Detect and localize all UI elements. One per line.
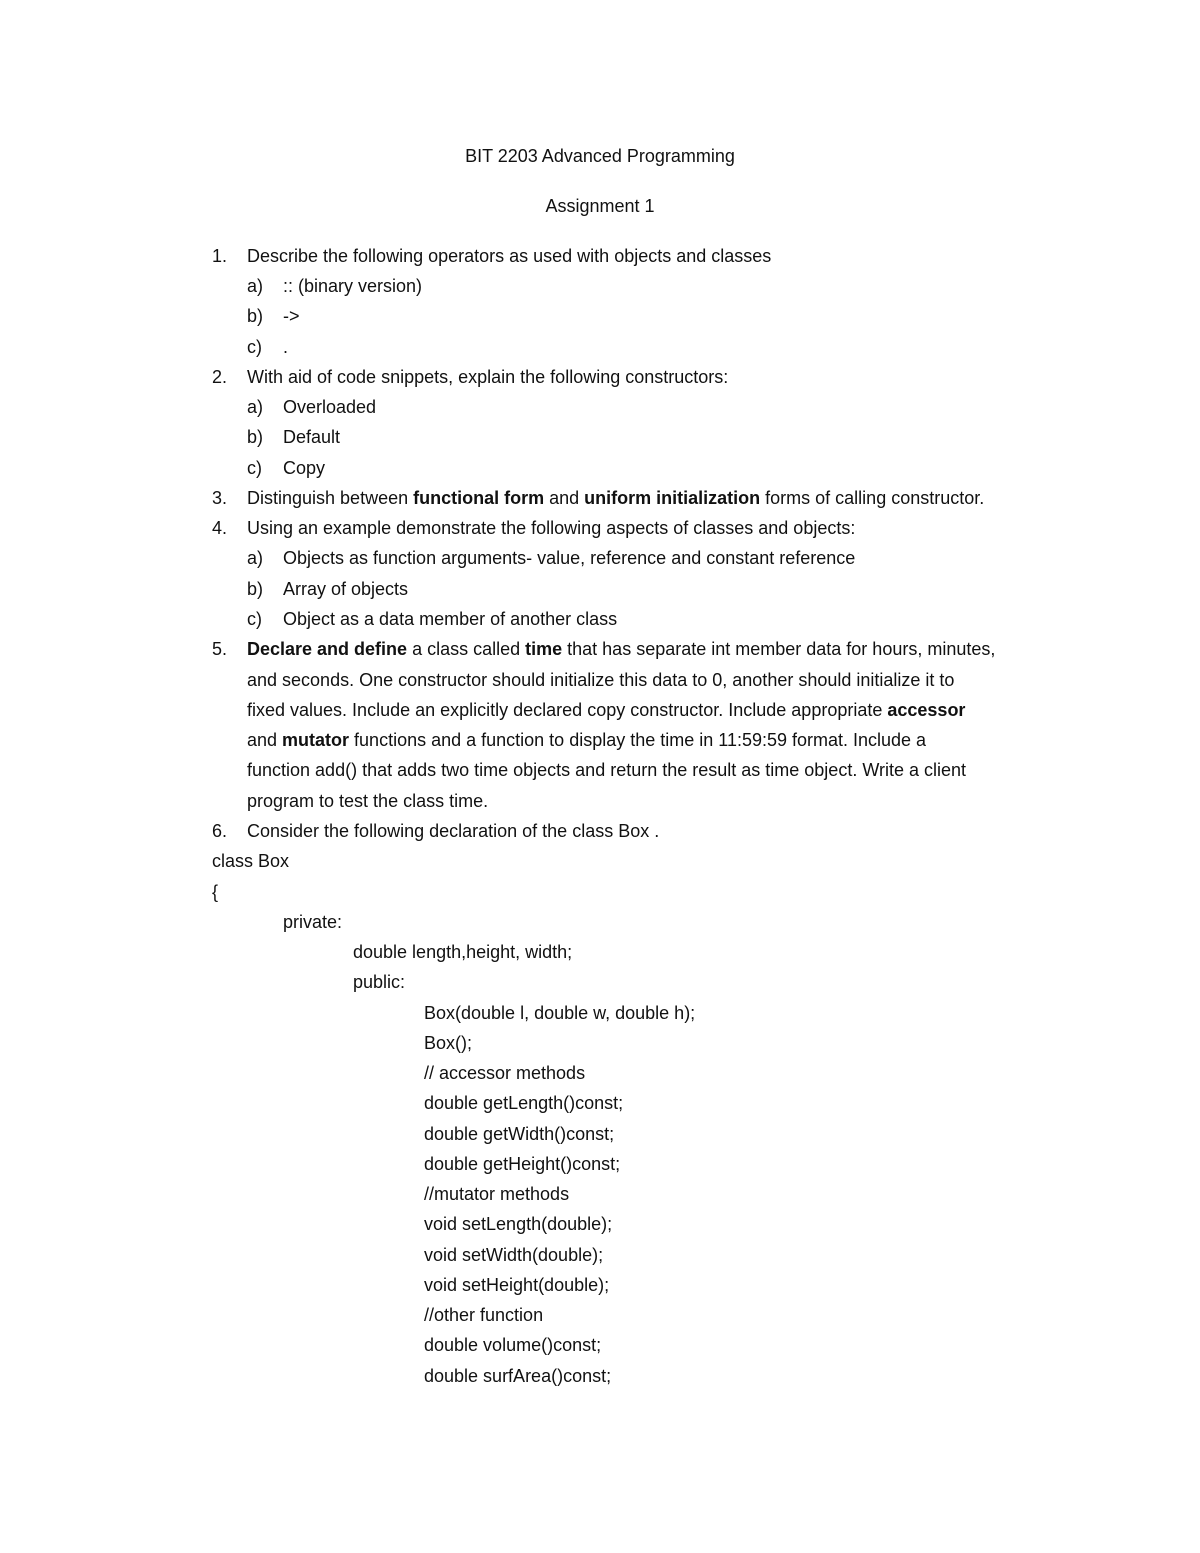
q5-line-4: and mutator functions and a function to display the time in 11:59:59 format. Include a bbox=[247, 730, 927, 750]
q4b-text: Array of objects bbox=[283, 579, 409, 599]
q2b-label: b) bbox=[247, 427, 264, 447]
q4-text: Using an example demonstrate the following aspects of classes and objects: bbox=[247, 518, 856, 538]
code-line: Box(double l, double w, double h); bbox=[424, 1003, 696, 1023]
q2-number: 2. bbox=[212, 367, 228, 387]
code-line: double getWidth()const; bbox=[424, 1124, 615, 1144]
code-line: public: bbox=[353, 972, 406, 992]
q2c-text: Copy bbox=[283, 458, 326, 478]
document-subtitle: Assignment 1 bbox=[545, 196, 655, 216]
q3-number: 3. bbox=[212, 488, 228, 508]
q5-line-2: and seconds. One constructor should initialize this data to 0, another should initialize it to bbox=[247, 670, 955, 690]
q1b-label: b) bbox=[247, 306, 264, 326]
code-line: private: bbox=[283, 912, 343, 932]
q2b-text: Default bbox=[283, 427, 341, 447]
code-line: void setHeight(double); bbox=[424, 1275, 610, 1295]
document-title: BIT 2203 Advanced Programming bbox=[465, 146, 735, 166]
code-line: double surfArea()const; bbox=[424, 1366, 612, 1386]
q6-number: 6. bbox=[212, 821, 228, 841]
code-line: //other function bbox=[424, 1305, 544, 1325]
q4c-text: Object as a data member of another class bbox=[283, 609, 618, 629]
code-line: class Box bbox=[212, 851, 290, 871]
code-line: void setWidth(double); bbox=[424, 1245, 604, 1265]
q5-line-1: Declare and define a class called time that has separate int member data for hours, minutes, bbox=[247, 639, 996, 659]
q3-text: Distinguish between functional form and uniform initialization forms of calling constructor. bbox=[247, 488, 985, 508]
code-line: void setLength(double); bbox=[424, 1214, 613, 1234]
code-line: double length,height, width; bbox=[353, 942, 573, 962]
code-line: // accessor methods bbox=[424, 1063, 586, 1083]
q3-term-functional-form: functional form bbox=[413, 488, 545, 508]
q2c-label: c) bbox=[247, 458, 262, 478]
q5-line-3: fixed values. Include an explicitly declared copy constructor. Include appropriate accessor bbox=[247, 700, 966, 720]
q6-text: Consider the following declaration of the class Box . bbox=[247, 821, 660, 841]
code-line: //mutator methods bbox=[424, 1184, 570, 1204]
q4c-label: c) bbox=[247, 609, 262, 629]
q5-line-5: function add() that adds two time objects and return the result as time object. Write a client bbox=[247, 760, 967, 780]
q4b-label: b) bbox=[247, 579, 264, 599]
code-line: double volume()const; bbox=[424, 1335, 602, 1355]
q5-number: 5. bbox=[212, 639, 228, 659]
q5-line-6: program to test the class time. bbox=[247, 791, 489, 811]
q3-term-uniform-initialization: uniform initialization bbox=[584, 488, 761, 508]
q4-number: 4. bbox=[212, 518, 228, 538]
q1c-label: c) bbox=[247, 337, 262, 357]
q1a-text: :: (binary version) bbox=[283, 276, 423, 296]
q2a-text: Overloaded bbox=[283, 397, 377, 417]
q1b-text: -> bbox=[283, 306, 300, 326]
q1-text: Describe the following operators as used with objects and classes bbox=[247, 246, 772, 266]
q4a-label: a) bbox=[247, 548, 264, 568]
q2-text: With aid of code snippets, explain the following constructors: bbox=[247, 367, 729, 387]
code-line: Box(); bbox=[424, 1033, 473, 1053]
code-line: double getLength()const; bbox=[424, 1093, 624, 1113]
code-line: { bbox=[212, 882, 219, 902]
code-line: double getHeight()const; bbox=[424, 1154, 621, 1174]
q1-number: 1. bbox=[212, 246, 228, 266]
q1c-text: . bbox=[283, 337, 289, 357]
q2a-label: a) bbox=[247, 397, 264, 417]
q1a-label: a) bbox=[247, 276, 264, 296]
q4a-text: Objects as function arguments- value, reference and constant reference bbox=[283, 548, 856, 568]
